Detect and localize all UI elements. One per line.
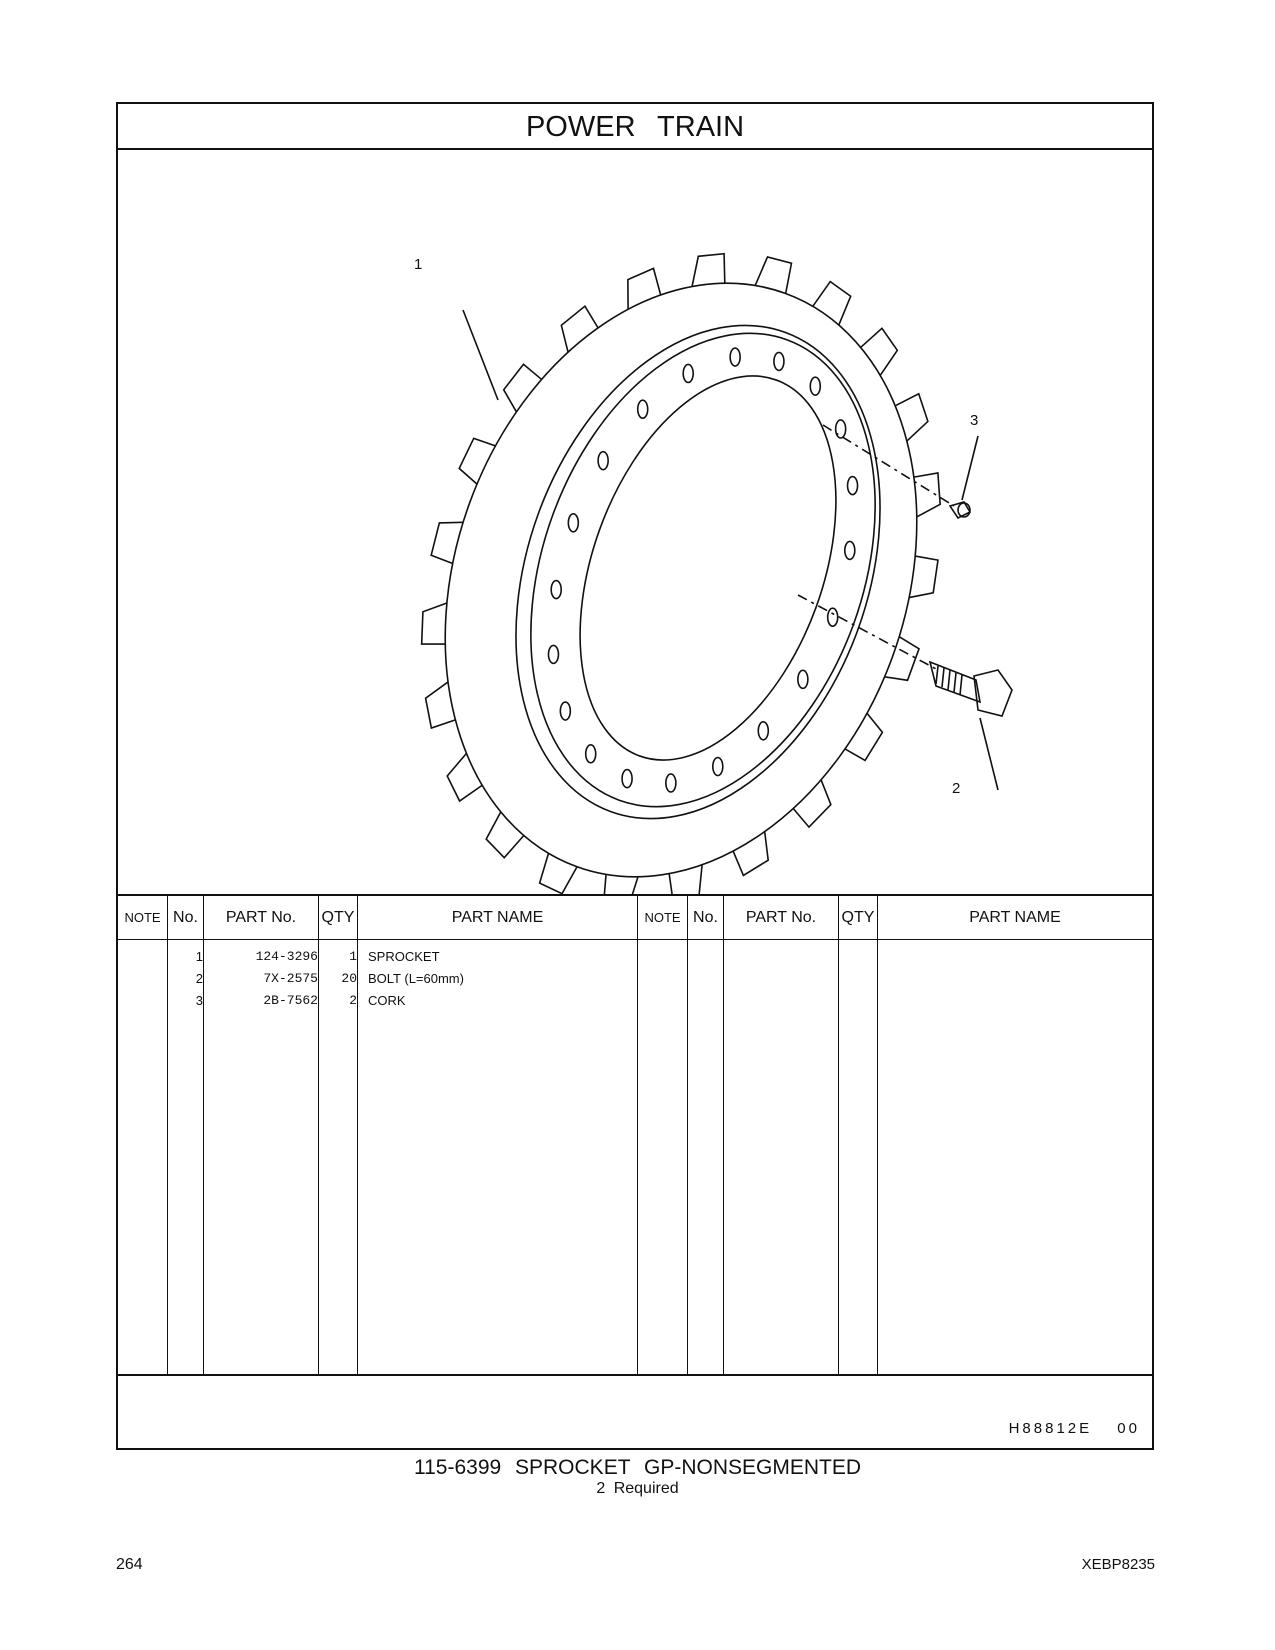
table-cell-no: 1: [195, 949, 203, 964]
bolt-hole: [810, 377, 820, 395]
table-cell-note: [118, 968, 167, 990]
table-cell-qty: 2: [349, 993, 357, 1008]
sprocket-tooth: [861, 328, 898, 375]
parts-table: [118, 894, 1152, 1376]
bolt-hole: [560, 702, 570, 720]
part-name-column-2: [878, 896, 1152, 1376]
page-number: 264: [116, 1556, 143, 1573]
table-cell-note: [118, 946, 167, 968]
note-header-2: NOTE: [638, 896, 687, 940]
part-no-header: PART No.: [204, 896, 318, 940]
bolt-hole: [551, 581, 561, 599]
bolt-hole: [598, 452, 608, 470]
qty-column-2: [839, 896, 878, 1376]
drawing-code-row: [118, 1374, 1152, 1450]
part-no-column: [204, 896, 319, 1376]
table-cell-part-no: 124-3296: [255, 949, 318, 964]
required-caption: 2 Required: [596, 1480, 679, 1497]
drawing-code: H88812E 00: [1008, 1420, 1140, 1437]
bolt-hole: [848, 477, 858, 495]
no-column-2: [688, 896, 724, 1376]
sprocket-tooth: [561, 306, 598, 352]
sprocket-tooth: [914, 473, 940, 517]
table-cell-no: 2: [195, 971, 203, 986]
bolt-hole: [730, 348, 740, 366]
table-cell-qty: 1: [349, 949, 357, 964]
no-header-2: No.: [688, 896, 723, 940]
bolt-hole: [666, 774, 676, 792]
bolt-hole: [622, 770, 632, 788]
bolt-hole: [638, 400, 648, 418]
part-no-column-2: [724, 896, 839, 1376]
table-cell-note: [118, 990, 167, 1012]
bolt-hole: [586, 745, 596, 763]
bolt-hole: [568, 514, 578, 532]
bolt-hole: [774, 352, 784, 370]
table-cell-qty: 20: [341, 971, 357, 986]
sprocket-tooth: [459, 438, 495, 484]
exploded-view-illustration: [118, 150, 1152, 894]
part-name-column: [358, 896, 638, 1376]
note-column: [118, 896, 168, 1376]
part-name-header: PART NAME: [358, 896, 637, 940]
qty-column: [319, 896, 358, 1376]
sprocket-tooth: [733, 832, 768, 876]
bolt-hole: [828, 608, 838, 626]
document-id: XEBP8235: [1081, 1556, 1155, 1573]
table-cell-no: 3: [195, 993, 203, 1008]
table-cell-part-no: 7X-2575: [255, 971, 318, 986]
sprocket-tooth: [692, 254, 725, 287]
part-no-header-2: PART No.: [724, 896, 838, 940]
table-cell-part-name: CORK: [368, 993, 406, 1008]
bolt-hole: [548, 645, 558, 663]
cork-icon: [950, 502, 970, 518]
sprocket-tooth: [486, 812, 524, 858]
sprocket-tooth: [422, 603, 447, 644]
page-title: POWER TRAIN: [118, 104, 1152, 150]
callout-3: 3: [970, 412, 979, 429]
table-cell-part-no: 2B-7562: [255, 993, 318, 1008]
qty-header-2: QTY: [839, 896, 877, 940]
bolt-hole: [836, 420, 846, 438]
bolt-hole: [713, 758, 723, 776]
bolt-icon: [930, 662, 1012, 716]
sprocket-tooth: [504, 364, 542, 412]
callout-1: 1: [414, 256, 423, 273]
table-cell-part-name: SPROCKET: [368, 949, 440, 964]
table-cell-part-name: BOLT (L=60mm): [368, 971, 464, 986]
group-caption: 115-6399 SPROCKET GP-NONSEGMENTED: [413, 1456, 861, 1479]
note-column-2: [638, 896, 688, 1376]
sprocket-diagram: [118, 150, 1152, 894]
parts-page-frame: [116, 102, 1154, 1450]
no-header: No.: [168, 896, 203, 940]
sprocket-tooth: [755, 257, 791, 294]
sprocket-tooth: [426, 682, 456, 728]
bolt-hole: [683, 364, 693, 382]
note-header: NOTE: [118, 896, 167, 940]
sprocket-tooth: [885, 637, 919, 681]
bolt-hole: [758, 722, 768, 740]
qty-header: QTY: [319, 896, 357, 940]
part-name-header-2: PART NAME: [878, 896, 1152, 940]
sprocket-icon: [365, 216, 996, 894]
sprocket-tooth: [628, 268, 661, 309]
callout-2: 2: [952, 780, 961, 797]
sprocket-tooth: [431, 522, 463, 563]
bolt-hole: [798, 670, 808, 688]
bolt-hole: [845, 541, 855, 559]
no-column: [168, 896, 204, 1376]
